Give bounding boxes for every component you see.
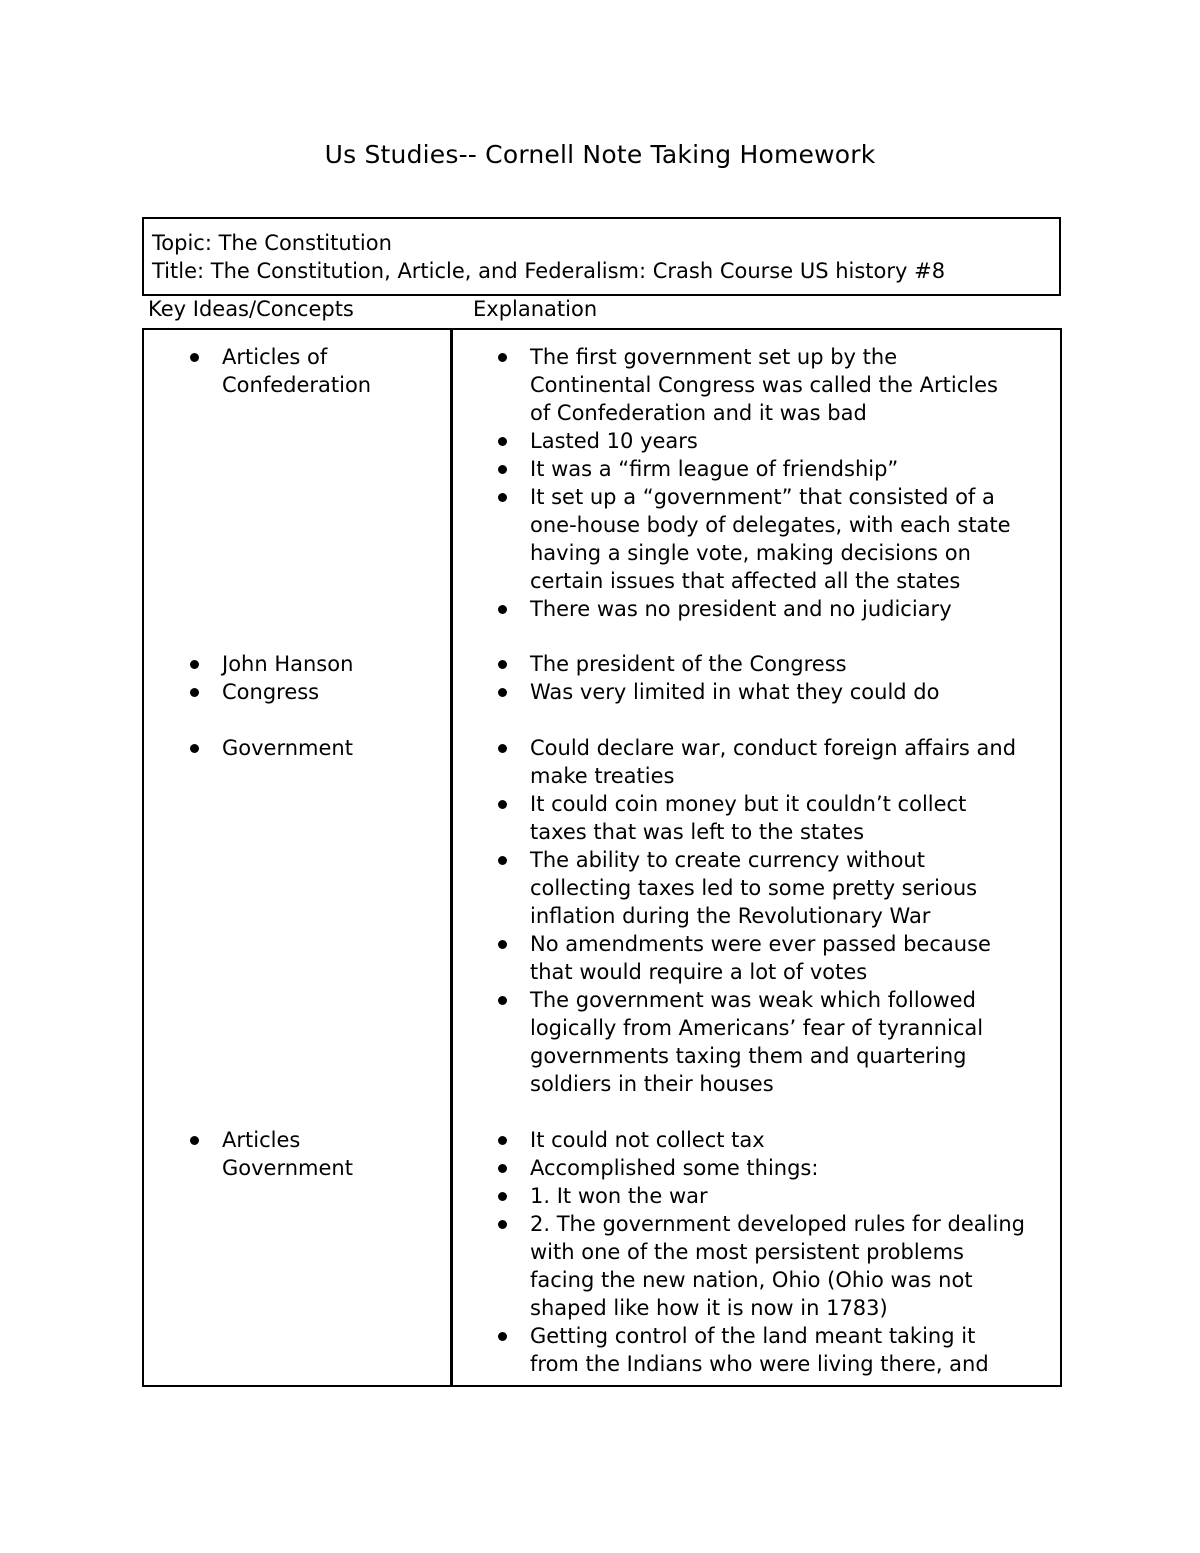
explanation-text: 2. The government developed rules for dealing: [530, 1212, 1025, 1236]
bullet-icon: [190, 353, 199, 362]
bullet-icon: [498, 353, 507, 362]
bullet-icon: [498, 1164, 507, 1173]
bullet-icon: [498, 856, 507, 865]
key-idea-text: Articles: [222, 1128, 301, 1152]
explanation-text: Lasted 10 years: [530, 429, 698, 453]
explanation-text: No amendments were ever passed because: [530, 932, 991, 956]
explanation-text: Accomplished some things:: [530, 1156, 819, 1180]
explanation-text: Getting control of the land meant taking it: [530, 1324, 976, 1348]
explanation-text: that would require a lot of votes: [530, 960, 868, 984]
explanation-text: There was no president and no judiciary: [530, 597, 952, 621]
bullet-icon: [498, 437, 507, 446]
key-idea-text: John Hanson: [222, 652, 354, 676]
explanation-text: Could declare war, conduct foreign affairs and: [530, 736, 1017, 760]
explanation-text: governments taxing them and quartering: [530, 1044, 967, 1068]
key-idea-text: Government: [222, 1156, 353, 1180]
key-idea-text: Articles of: [222, 345, 328, 369]
explanation-text: from the Indians who were living there, and: [530, 1352, 989, 1376]
bullet-icon: [498, 465, 507, 474]
topic-header-box: [142, 217, 1061, 296]
bullet-icon: [498, 940, 507, 949]
bullet-icon: [498, 996, 507, 1005]
explanation-text: It set up a “government” that consisted of a: [530, 485, 995, 509]
explanation-text: inflation during the Revolutionary War: [530, 904, 931, 928]
explanation-text: The government was weak which followed: [530, 988, 976, 1012]
bullet-icon: [498, 1332, 507, 1341]
title-line: Title: The Constitution, Article, and Federalism: Crash Course US history #8: [152, 259, 946, 283]
bullet-icon: [498, 493, 507, 502]
bullet-icon: [498, 1136, 507, 1145]
explanation-text: It could not collect tax: [530, 1128, 765, 1152]
bullet-icon: [498, 605, 507, 614]
bullet-icon: [498, 1220, 507, 1229]
bullet-icon: [190, 744, 199, 753]
explanation-text: The president of the Congress: [530, 652, 847, 676]
column-headers: [0, 297, 1200, 327]
explanation-text: logically from Americans’ fear of tyrannical: [530, 1016, 984, 1040]
explanation-text: 1. It won the war: [530, 1184, 708, 1208]
explanation-text: soldiers in their houses: [530, 1072, 774, 1096]
column-divider: [450, 330, 453, 1385]
key-idea-text: Congress: [222, 680, 320, 704]
explanation-text: shaped like how it is now in 1783): [530, 1296, 888, 1320]
key-idea-text: Government: [222, 736, 353, 760]
explanation-text: with one of the most persistent problems: [530, 1240, 964, 1264]
bullet-icon: [190, 660, 199, 669]
explanation-text: The first government set up by the: [530, 345, 898, 369]
bullet-icon: [498, 688, 507, 697]
explanation-text: make treaties: [530, 764, 675, 788]
explanation-text: taxes that was left to the states: [530, 820, 865, 844]
bullet-icon: [498, 1192, 507, 1201]
explanation-text: certain issues that affected all the states: [530, 569, 961, 593]
explanation-text: The ability to create currency without: [530, 848, 925, 872]
key-ideas-header: Key Ideas/Concepts: [148, 297, 354, 321]
notes-table: [142, 328, 1062, 1387]
explanation-text: It was a “firm league of friendship”: [530, 457, 899, 481]
explanation-text: collecting taxes led to some pretty serious: [530, 876, 978, 900]
explanation-text: one-house body of delegates, with each state: [530, 513, 1011, 537]
bullet-icon: [498, 744, 507, 753]
bullet-icon: [498, 800, 507, 809]
key-idea-text: Confederation: [222, 373, 372, 397]
explanation-text: Continental Congress was called the Articles: [530, 373, 998, 397]
bullet-icon: [190, 688, 199, 697]
explanation-text: having a single vote, making decisions on: [530, 541, 971, 565]
bullet-icon: [498, 660, 507, 669]
topic-line: Topic: The Constitution: [152, 231, 392, 255]
explanation-text: It could coin money but it couldn’t collect: [530, 792, 967, 816]
explanation-header: Explanation: [473, 297, 598, 321]
explanation-text: Was very limited in what they could do: [530, 680, 940, 704]
explanation-text: facing the new nation, Ohio (Ohio was not: [530, 1268, 973, 1292]
bullet-icon: [190, 1136, 199, 1145]
page-title: Us Studies-- Cornell Note Taking Homework: [324, 140, 876, 169]
explanation-text: of Confederation and it was bad: [530, 401, 867, 425]
